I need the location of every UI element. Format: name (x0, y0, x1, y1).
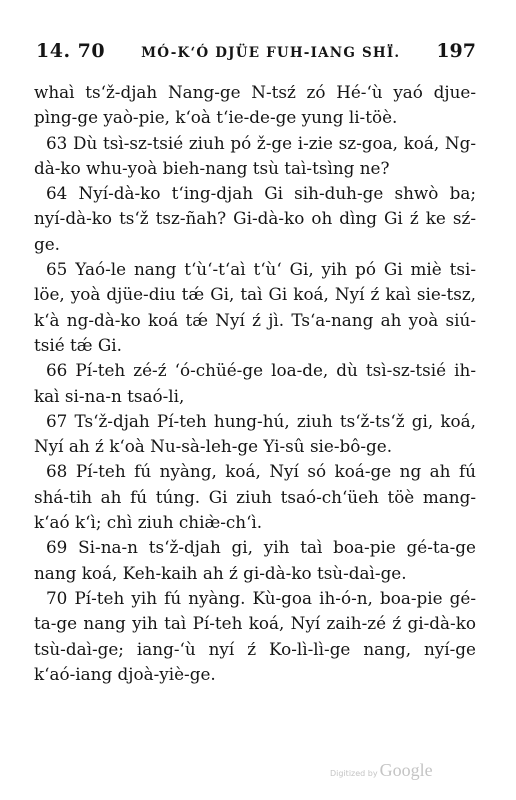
running-header (36, 40, 476, 70)
verse-68: 68 Pí-teh fú nyàng, koá, Nyí só koá-ge ng ah fú shá-tih ah fú túng. Gi ziuh tsaó-ch‘üeh töè mang-k‘aó k‘ì; chì ziuh chiæ̀-ch‘ì. (34, 461, 476, 533)
page-body (34, 80, 476, 687)
google-logo: Google (379, 760, 433, 780)
verse-65: 65 Yaó-le nang t‘ù‘-t‘aì t‘ù‘ Gi, yih pó Gi miè tsi-löe, yoà djüe-diu tǽ Gi, taì Gi koá, Nyí ź kaì sie-tsz, k‘à ng-dà-ko koá tǽ Nyí ź jì. Ts‘a-nang ah yoà siú-tsié tǽ Gi. (34, 259, 476, 355)
verse-66: 66 Pí-teh zé-ź ‘ó-chüé-ge loa-de, dù tsì-sz-tsié ih-kaì si-na-n tsaó-li, (34, 360, 476, 406)
verse-69: 69 Si-na-n ts‘ž-djah gi, yih taì boa-pie gé-ta-ge nang koá, Keh-kaih ah ź gi-dà-ko tsù-daì-ge. (34, 537, 476, 583)
chapter-verse-marker: 14. 70 (36, 40, 106, 62)
verse-70: 70 Pí-teh yih fú nyàng. Kù-goa ih-ó-n, boa-pie gé-ta-ge nang yih taì Pí-teh koá, Nyí zaih-zé ź gi-dà-ko tsù-daì-ge; iang-‘ù nyí ź Ko-lì-lì-ge nang, nyí-ge k‘aó-iang djoà-yiè-ge. (34, 587, 476, 684)
digitized-watermark (330, 760, 440, 782)
running-title: MÓ-K‘Ó DJÜE FUH-IANG SHÏ. (141, 45, 401, 61)
verse-63: 63 Dù tsì-sz-tsié ziuh pó ž-ge i-zie sz-goa, koá, Ng-dà-ko whu-yoà bieh-nang tsù taì-tsìng ne? (34, 132, 476, 178)
paragraph-continuation: whaì ts‘ž-djah Nang-ge N-tsź zó Hé-‘ù yaó djue-pìng-ge yaò-pie, k‘oà t‘ie-de-ge yung li-töè. (34, 82, 476, 128)
page-number: 197 (436, 40, 476, 62)
verse-67: 67 Ts‘ž-djah Pí-teh hung-hú, ziuh ts‘ž-ts‘ž gi, koá, Nyí ah ź k‘oà Nu-sà-leh-ge Yi-sû sie-bô-ge. (34, 410, 476, 457)
verse-64: 64 Nyí-dà-ko t‘ing-djah Gi sih-duh-ge shwò ba; nyí-dà-ko ts‘ž tsz-ñah? Gi-dà-ko oh dìng Gi ź ke sź-ge. (34, 183, 476, 254)
digitized-label: Digitized by (330, 769, 378, 778)
